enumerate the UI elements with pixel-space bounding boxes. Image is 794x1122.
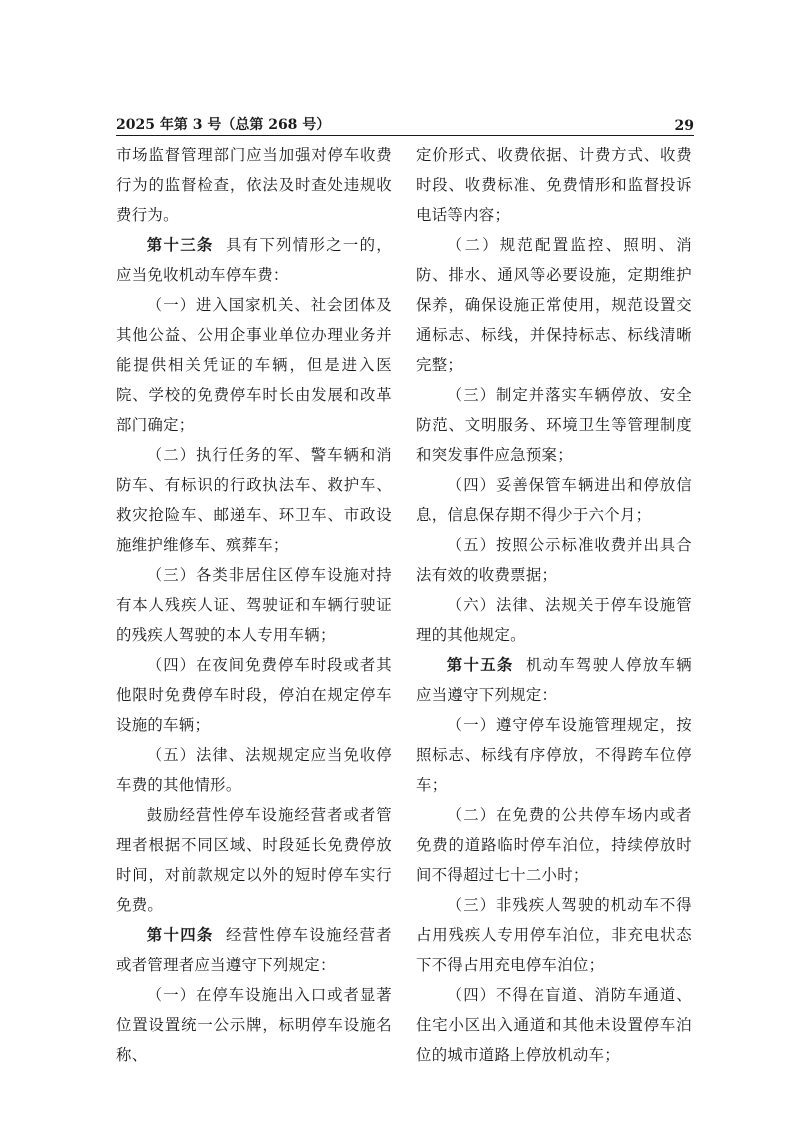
paragraph-text: 机动车驾驶人停放车辆应当遵守下列规定： (416, 656, 692, 704)
paragraph (116, 800, 392, 920)
paragraph (116, 980, 392, 1070)
paragraph (416, 800, 692, 890)
page-header (116, 112, 694, 134)
article-heading: 第十四条 (146, 926, 214, 944)
paragraph (116, 650, 392, 740)
paragraph-text: （四）不得在盲道、消防车通道、住宅小区出入通道和其他未设置停车泊位的城市道路上停放机动车； (416, 986, 692, 1064)
paragraph-text: （二）规范配置监控、照明、消防、排水、通风等必要设施，定期维护保养，确保设施正常使用，规范设置交通标志、标线，并保持标志、标线清晰完整； (416, 236, 692, 374)
paragraph (116, 560, 392, 650)
paragraph (116, 140, 392, 230)
paragraph-text: （一）进入国家机关、社会团体及其他公益、公用企事业单位办理业务并能提供相关凭证的车辆，但是进入医院、学校的免费停车时长由发展和改革部门确定； (116, 296, 392, 434)
paragraph-text: （三）各类非居住区停车设施对持有本人残疾人证、驾驶证和车辆行驶证的残疾人驾驶的本人专用车辆； (116, 566, 392, 644)
header-rule (116, 135, 694, 136)
left-column (116, 140, 392, 1070)
paragraph (416, 140, 692, 230)
paragraph (116, 290, 392, 440)
paragraph-text: （一）遵守停车设施管理规定，按照标志、标线有序停放，不得跨车位停车； (416, 716, 692, 794)
article-paragraph (416, 650, 692, 710)
article-heading: 第十三条 (146, 236, 214, 254)
paragraph-text: 经营性停车设施经营者或者管理者应当遵守下列规定： (116, 926, 392, 974)
paragraph (416, 890, 692, 980)
paragraph (416, 230, 692, 380)
paragraph (416, 980, 692, 1070)
paragraph-text: （五）法律、法规规定应当免收停车费的其他情形。 (116, 746, 392, 794)
paragraph (416, 590, 692, 650)
issue-label: 2025 年第 3 号（总第 268 号） (116, 117, 331, 133)
paragraph-text: 定价形式、收费依据、计费方式、收费时段、收费标准、免费情形和监督投诉电话等内容； (416, 146, 692, 224)
article-paragraph (116, 920, 392, 980)
paragraph-text: （三）非残疾人驾驶的机动车不得占用残疾人专用停车泊位，非充电状态下不得占用充电停车泊位； (416, 896, 692, 974)
paragraph (416, 710, 692, 800)
paragraph-text: （一）在停车设施出入口或者显著位置设置统一公示牌，标明停车设施名称、 (116, 986, 392, 1064)
paragraph-text: （三）制定并落实车辆停放、安全防范、文明服务、环境卫生等管理制度和突发事件应急预案； (416, 386, 692, 464)
paragraph-text: （四）在夜间免费停车时段或者其他限时免费停车时段，停泊在规定停车设施的车辆； (116, 656, 392, 734)
paragraph-text: 具有下列情形之一的，应当免收机动车停车费： (116, 236, 392, 284)
paragraph-text: 市场监督管理部门应当加强对停车收费行为的监督检查，依法及时查处违规收费行为。 (116, 146, 392, 224)
paragraph-text: （五）按照公示标准收费并出具合法有效的收费票据； (416, 536, 692, 584)
paragraph-text: （二）在免费的公共停车场内或者免费的道路临时停车泊位，持续停放时间不得超过七十二小时； (416, 806, 692, 884)
right-column (416, 140, 692, 1070)
paragraph-text: （六）法律、法规关于停车设施管理的其他规定。 (416, 596, 692, 644)
article-paragraph (116, 230, 392, 290)
article-heading: 第十五条 (446, 656, 514, 674)
paragraph (416, 470, 692, 530)
paragraph-text: （二）执行任务的军、警车辆和消防车、有标识的行政执法车、救护车、救灾抢险车、邮递车、环卫车、市政设施维护维修车、殡葬车； (116, 446, 392, 554)
paragraph (416, 530, 692, 590)
paragraph (116, 440, 392, 560)
paragraph-text: 鼓励经营性停车设施经营者或者管理者根据不同区域、时段延长免费停放时间，对前款规定以外的短时停车实行免费。 (116, 806, 392, 914)
paragraph-text: （四）妥善保管车辆进出和停放信息，信息保存期不得少于六个月； (416, 476, 692, 524)
page-number: 29 (674, 118, 694, 134)
paragraph (116, 740, 392, 800)
paragraph (416, 380, 692, 470)
